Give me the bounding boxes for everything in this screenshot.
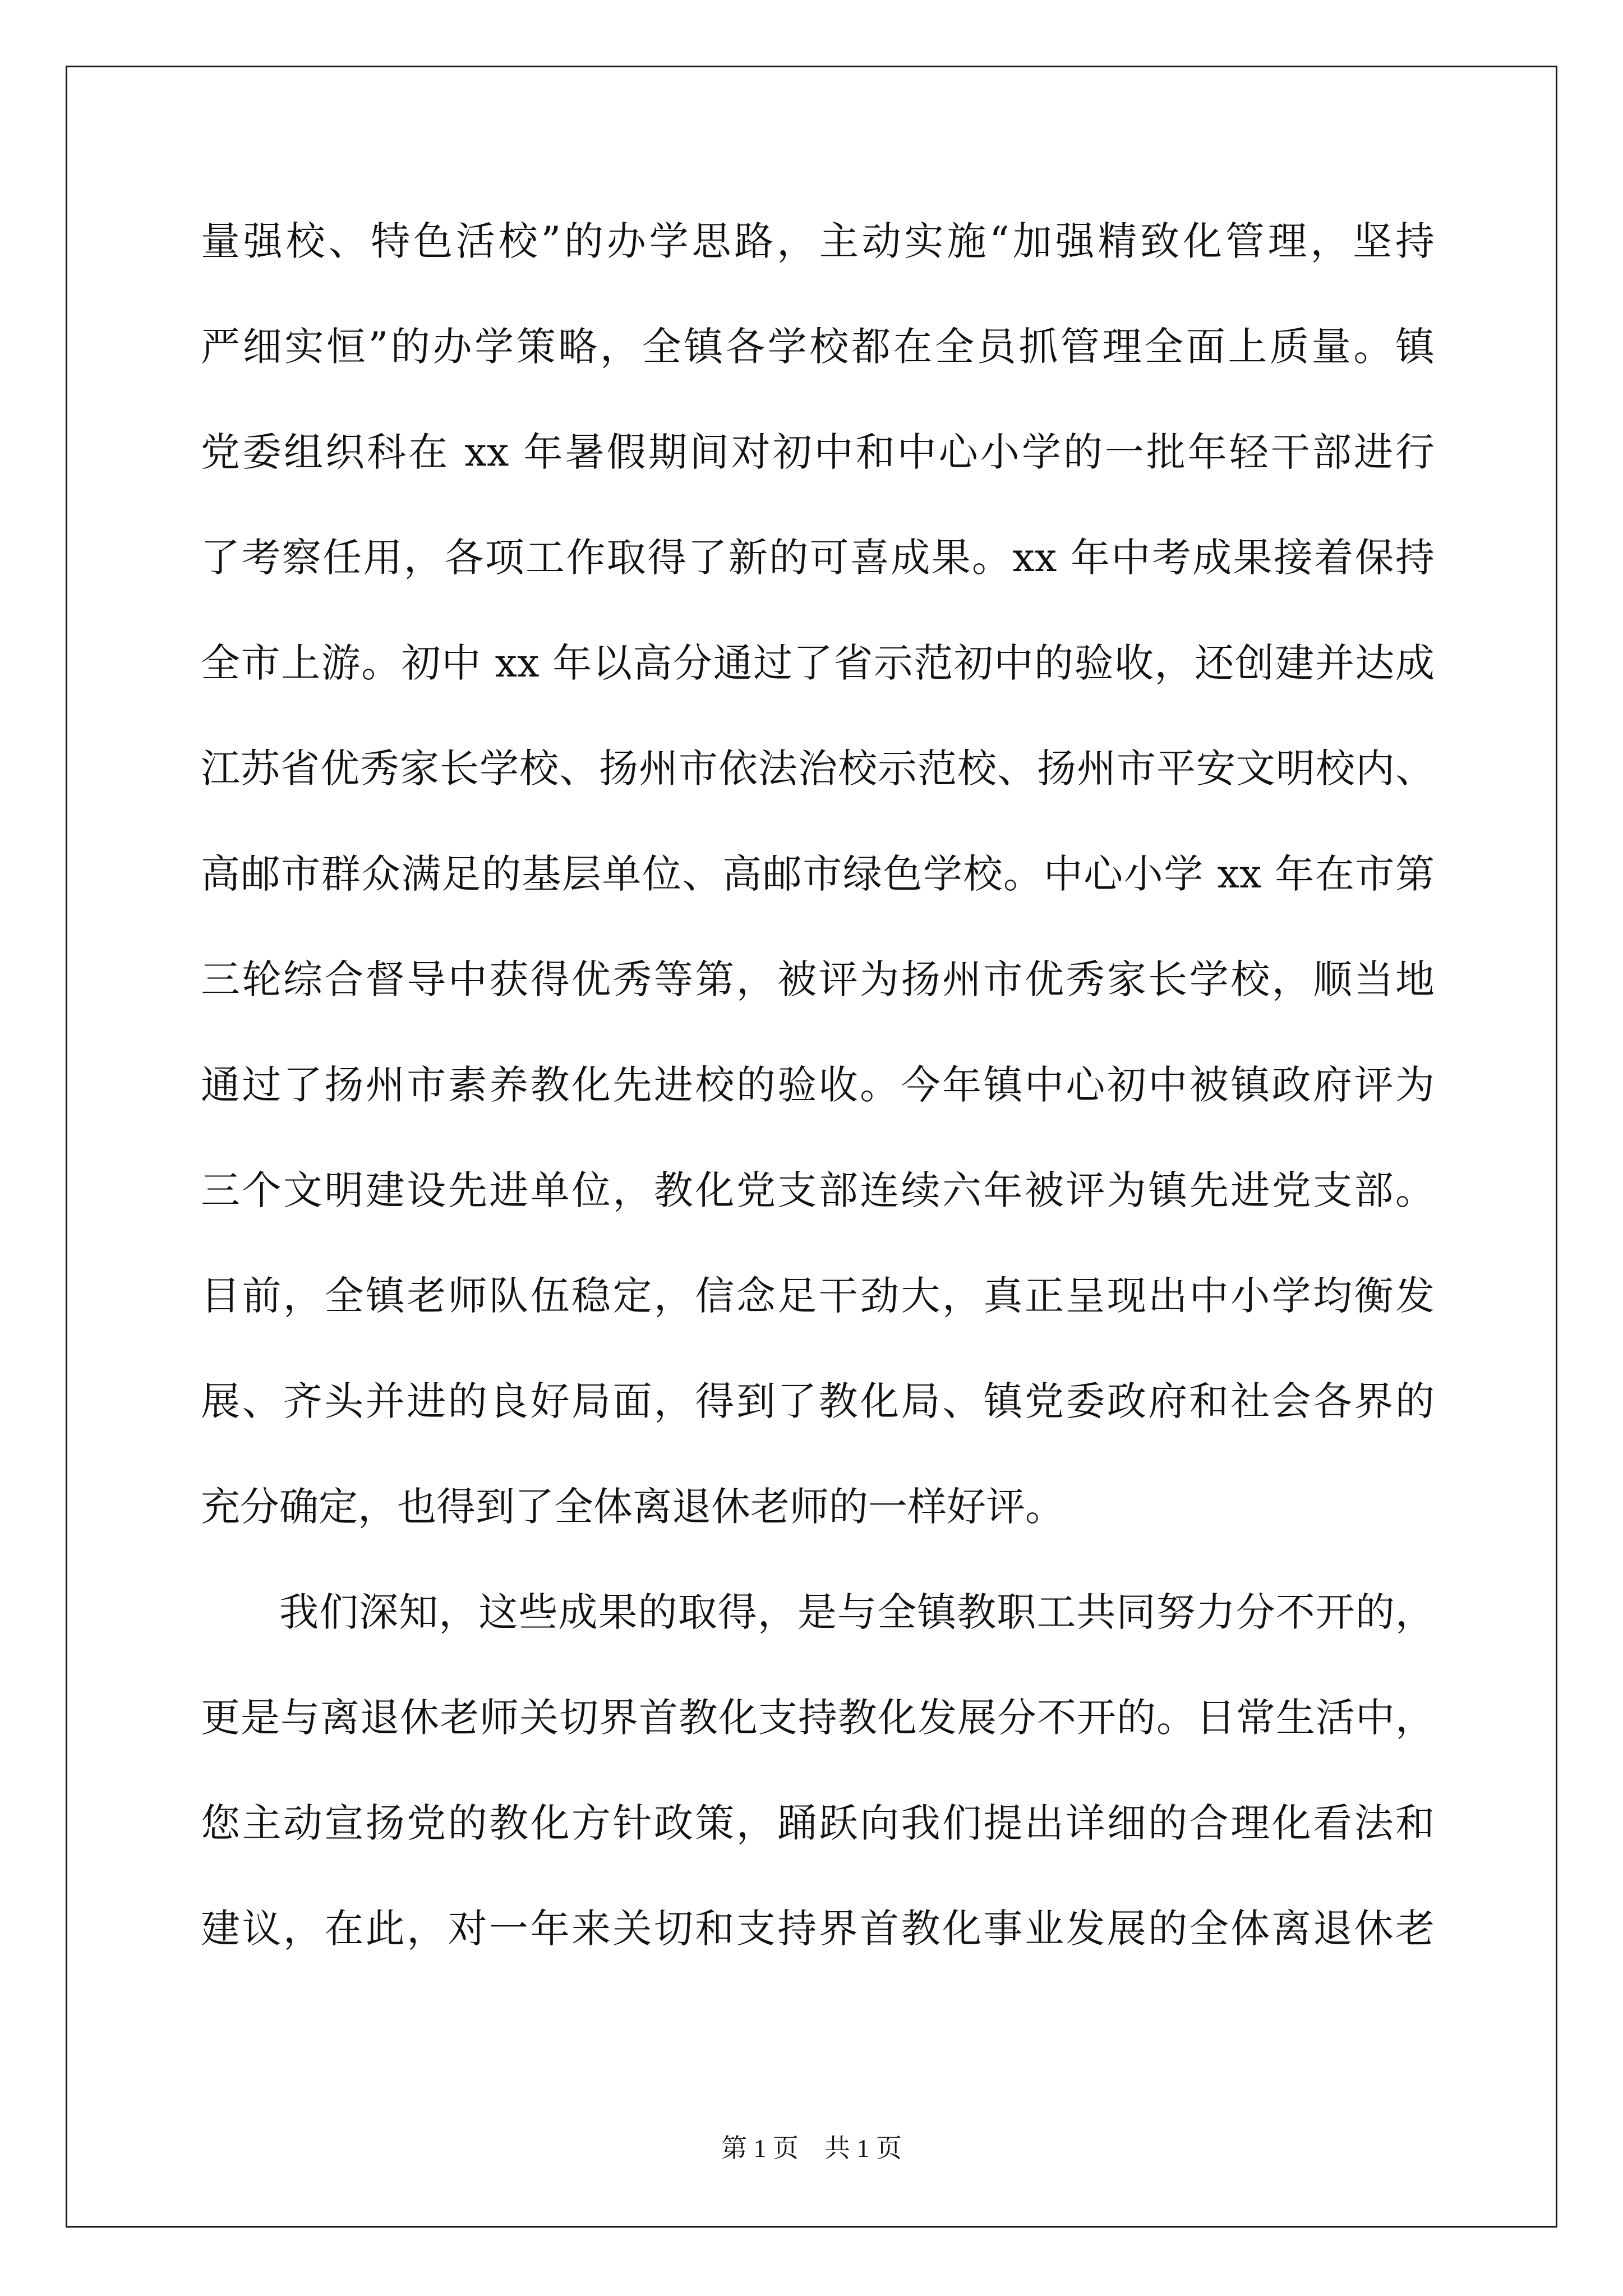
text-line: 量强校、特色活校”的办学思路，主动实施“加强精致化管理，坚持 xyxy=(201,218,1435,264)
text-line: 江苏省优秀家长学校、扬州市依法治校示范校、扬州市平安文明校内、 xyxy=(201,746,1435,792)
text-line: 了考察任用，各项工作取得了新的可喜成果。xx 年中考成果接着保持 xyxy=(201,535,1435,581)
text-line: 三个文明建设先进单位，教化党支部连续六年被评为镇先进党支部。 xyxy=(201,1167,1435,1213)
text-line: 您主动宣扬党的教化方针政策，踊跃向我们提出详细的合理化看法和 xyxy=(201,1800,1435,1846)
page-number-footer: 第 1 页 共 1 页 xyxy=(721,2134,902,2162)
text-line: 严细实恒”的办学策略，全镇各学校都在全员抓管理全面上质量。镇 xyxy=(201,324,1435,370)
text-line: 充分确定，也得到了全体离退休老师的一样好评。 xyxy=(201,1484,1064,1530)
text-line: 党委组织科在 xx 年暑假期间对初中和中心小学的一批年轻干部进行 xyxy=(201,429,1435,475)
text-line: 更是与离退休老师关切界首教化支持教化发展分不开的。日常生活中， xyxy=(201,1695,1435,1741)
document-body xyxy=(201,213,1435,2006)
text-line: 通过了扬州市素养教化先进校的验收。今年镇中心初中被镇政府评为 xyxy=(201,1062,1435,1108)
text-line: 三轮综合督导中获得优秀等第，被评为扬州市优秀家长学校，顺当地 xyxy=(201,956,1435,1002)
text-line: 目前，全镇老师队伍稳定，信念足干劲大，真正呈现出中小学均衡发 xyxy=(201,1273,1435,1319)
text-line: 我们深知，这些成果的取得，是与全镇教职工共同努力分不开的， xyxy=(279,1589,1435,1635)
text-line: 高邮市群众满足的基层单位、高邮市绿色学校。中心小学 xx 年在市第 xyxy=(201,851,1435,897)
text-line: 建议，在此，对一年来关切和支持界首教化事业发展的全体离退休老 xyxy=(201,1906,1435,1952)
text-line: 展、齐头并进的良好局面，得到了教化局、镇党委政府和社会各界的 xyxy=(201,1378,1435,1424)
text-line: 全市上游。初中 xx 年以高分通过了省示范初中的验收，还创建并达成 xyxy=(201,640,1435,686)
